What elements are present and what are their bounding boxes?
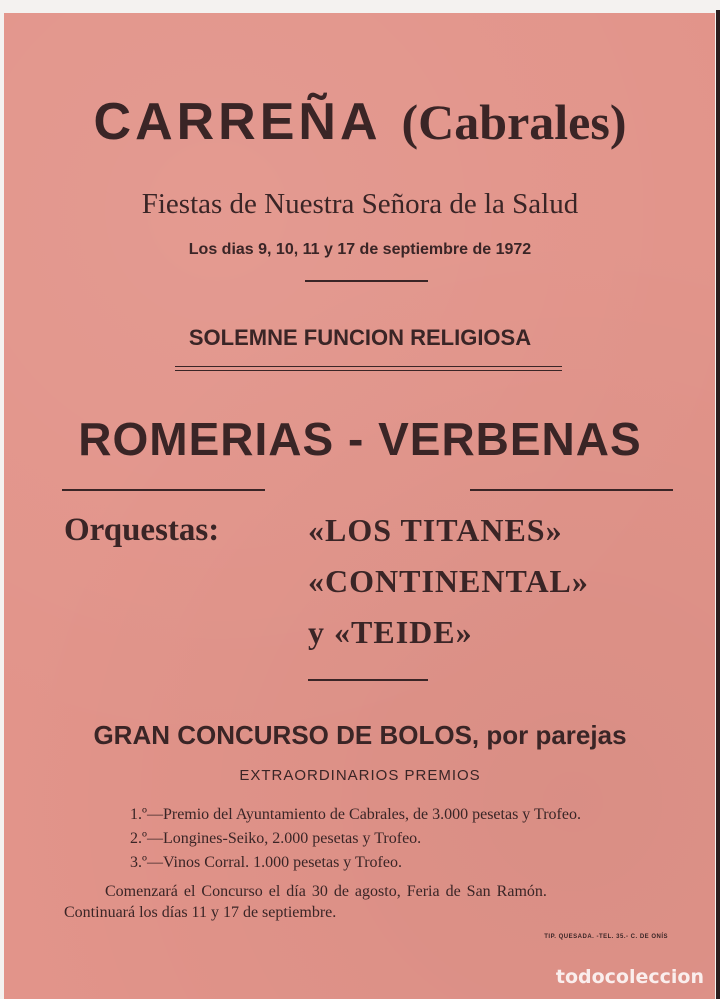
orchestras-label: Orquestas: [64,512,220,548]
divider [175,370,562,371]
religious-wrap [0,325,720,351]
orchestra-3: y «TEIDE» [308,614,473,650]
prize-3: 3.º—Vinos Corral. 1.000 pesetas y Trofeo. [130,854,402,871]
prizes-heading: EXTRAORDINARIOS PREMIOS [239,767,481,784]
dates-wrap [0,241,720,259]
contest-title: GRAN CONCURSO DE BOLOS, por parejas [93,720,627,750]
divider [62,489,265,491]
divider [470,489,673,491]
religious-function: SOLEMNE FUNCION RELIGIOSA [188,325,532,350]
schedule-continue: Continuará los días 11 y 17 de septiembre. [64,904,337,921]
headline: ROMERIAS - VERBENAS [78,413,642,465]
title-town: CARREÑA [93,93,382,151]
orchestra-2: «CONTINENTAL» [308,563,589,599]
watermark: todocoleccion [555,966,704,988]
schedule-start: Comenzará el Concurso el día 30 de agosto, Feria de San Ramón. [105,883,547,900]
orchestra-1: «LOS TITANES» [308,512,563,548]
title-municipality: (Cabrales) [401,94,627,150]
printer-credit: TIP. QUESADA. -TEL. 35.- C. DE ONÍS [544,934,668,940]
contest-wrap [0,720,720,751]
prize-2: 2.º—Longines-Seiko, 2.000 pesetas y Trofeo. [130,830,422,847]
scan-edge [716,10,720,999]
prize-1: 1.º—Premio del Ayuntamiento de Cabrales, de 3.000 pesetas y Trofeo. [130,806,581,823]
divider [175,366,562,367]
subtitle: Fiestas de Nuestra Señora de la Salud [141,188,579,220]
poster-title [0,92,720,152]
poster-paper [4,13,715,999]
headline-wrap [0,412,720,466]
dates: Los dias 9, 10, 11 y 17 de septiembre de 1972 [188,241,532,258]
divider [305,280,428,282]
divider [308,679,428,681]
